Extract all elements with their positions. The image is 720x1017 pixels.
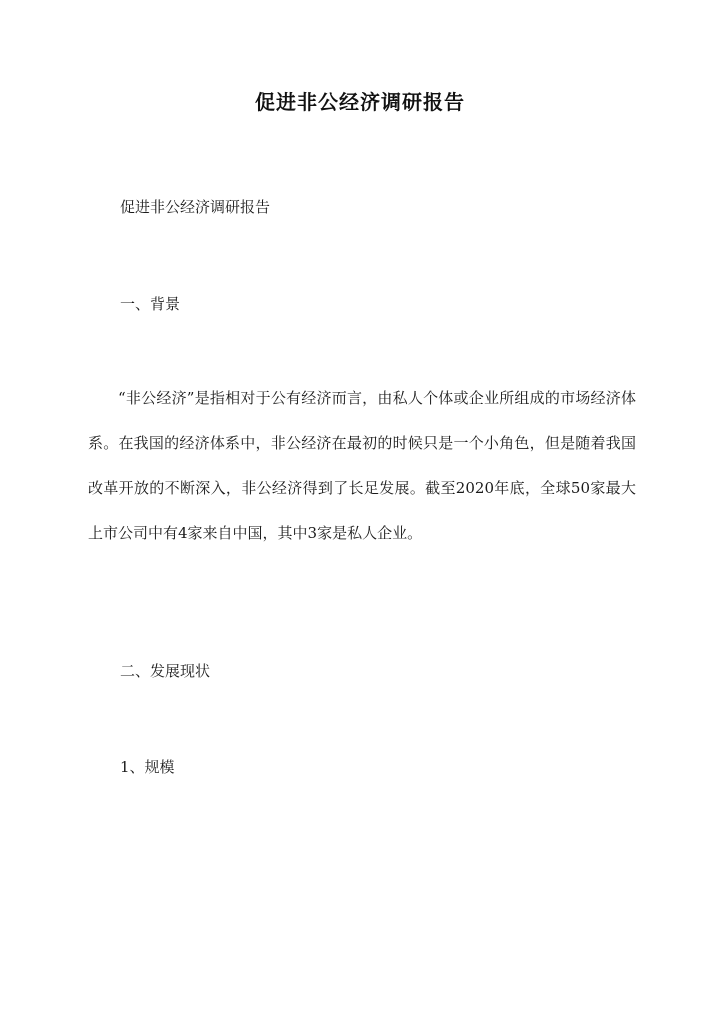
section-heading-status: 二、发展现状 bbox=[120, 662, 211, 680]
background-paragraph: “非公经济”是指相对于公有经济而言，由私人个体或企业所组成的市场经济体系。在我国的经济体系中，非公经济在最初的时候只是一个小角色，但是随着我国改革开放的不断深入，非公经济得到了长足发展。截至2020年底，全球50家最大上市公司中有4家来自中国，其中3家是私人企业。 bbox=[88, 389, 636, 542]
document-subtitle: 促进非公经济调研报告 bbox=[120, 198, 271, 216]
subsection-heading-scale: 1、规模 bbox=[120, 758, 175, 776]
document-title: 促进非公经济调研报告 bbox=[255, 90, 465, 114]
section-heading-background: 一、背景 bbox=[120, 295, 181, 313]
